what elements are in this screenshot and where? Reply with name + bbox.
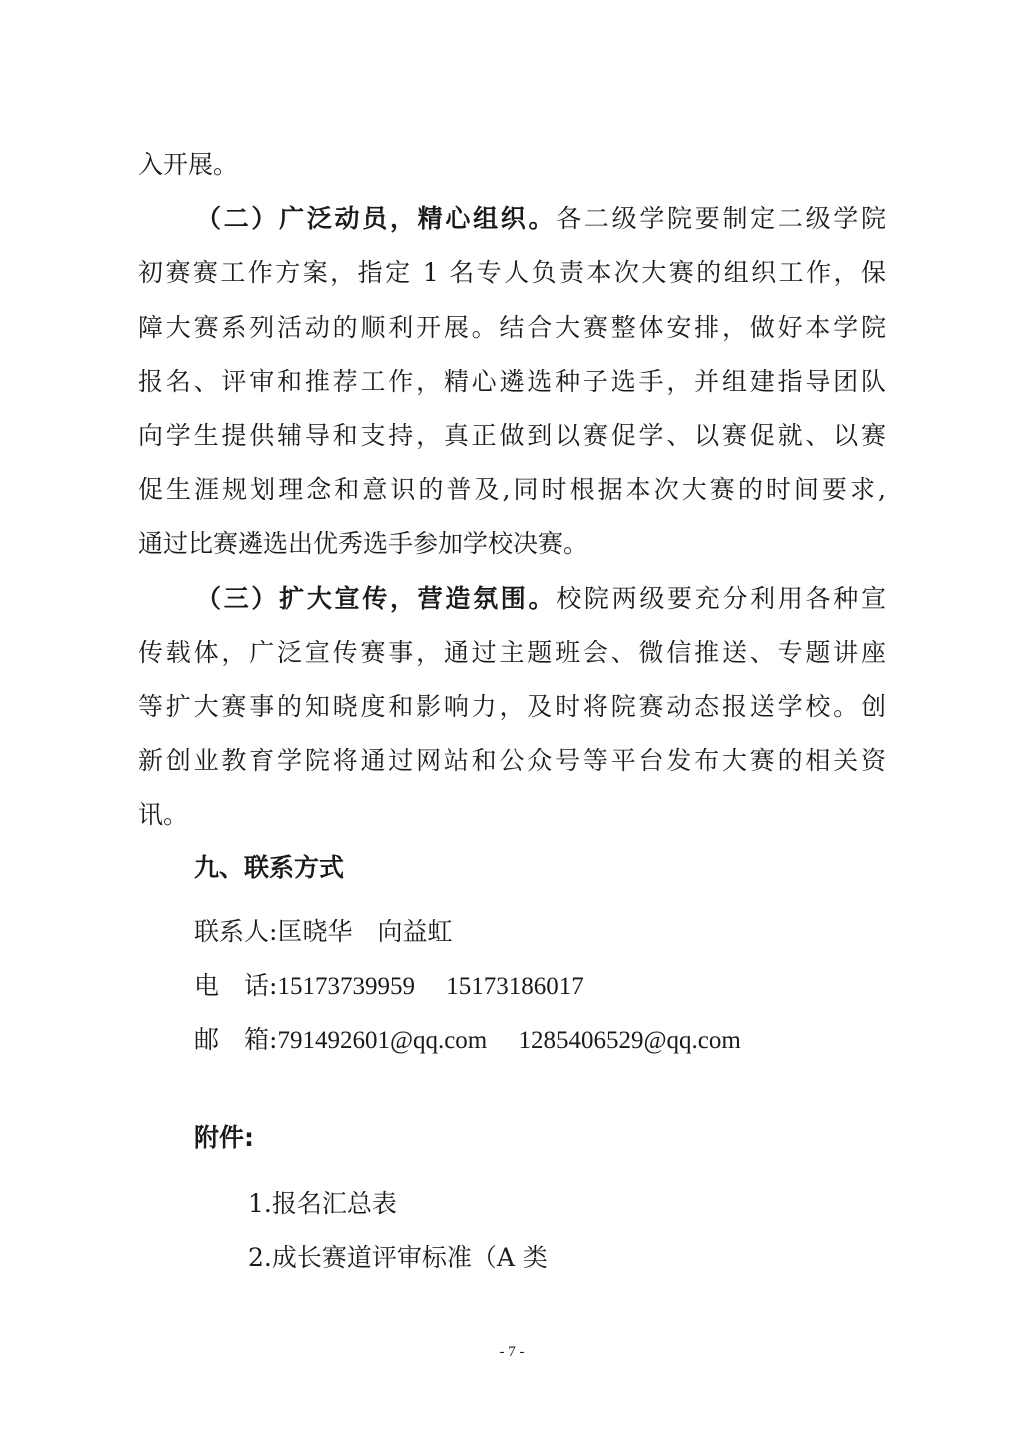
section3-line-0: 校院两级要充分利用各种宣 bbox=[556, 583, 886, 613]
document-body bbox=[138, 138, 886, 842]
section2-first-line bbox=[138, 192, 886, 246]
phone-numbers: 15173739959 15173186017 bbox=[277, 973, 584, 1000]
section3-line-3: 新创业教育学院将通过网站和公众号等平台发布大赛的相关资 bbox=[138, 746, 886, 776]
section2-line-6: 通过比赛遴选出优秀选手参加学校决赛。 bbox=[138, 529, 589, 559]
section3-first-line bbox=[138, 572, 886, 626]
section2-line-5: 促生涯规划理念和意识的普及,同时根据本次大赛的时间要求, bbox=[138, 475, 886, 505]
attachment-item-2: 2.成长赛道评审标准（A 类 bbox=[248, 1243, 548, 1272]
email-row bbox=[194, 1020, 741, 1056]
email-label: 邮 箱: bbox=[194, 1025, 278, 1054]
contact-person-label: 联系人: bbox=[194, 917, 278, 946]
attachment-item-1: 1.报名汇总表 bbox=[248, 1189, 397, 1218]
section2-line-1: 初赛赛工作方案，指定 1 名专人负责本次大赛的组织工作，保 bbox=[138, 258, 886, 288]
section2-line-2: 障大赛系列活动的顺利开展。结合大赛整体安排，做好本学院 bbox=[138, 312, 886, 342]
page-number: - 7 - bbox=[499, 1344, 525, 1360]
attachments-title: 附件: bbox=[194, 1123, 254, 1152]
section2-heading: （二）广泛动员，精心组织。 bbox=[196, 204, 557, 234]
section3-line-2: 等扩大赛事的知晓度和影响力，及时将院赛动态报送学校。创 bbox=[138, 691, 886, 721]
section3-line-4: 讯。 bbox=[138, 800, 189, 830]
section9-heading: 九、联系方式 bbox=[194, 853, 345, 882]
contact-persons: 匡晓华 向益虹 bbox=[277, 917, 453, 946]
section2-line-3: 报名、评审和推荐工作，精心遴选种子选手，并组建指导团队 bbox=[138, 366, 886, 396]
section2-line-4: 向学生提供辅导和支持，真正做到以赛促学、以赛促就、以赛 bbox=[138, 420, 886, 450]
contact-person-row bbox=[194, 912, 452, 948]
section3-line-1: 传载体，广泛宣传赛事，通过主题班会、微信推送、专题讲座 bbox=[138, 637, 886, 667]
paragraph-continuation: 入开展。 bbox=[138, 150, 239, 179]
email-addresses: 791492601@qq.com 1285406529@qq.com bbox=[277, 1027, 741, 1054]
phone-label: 电 话: bbox=[194, 971, 278, 1000]
phone-row bbox=[194, 966, 584, 1002]
section2-line-0: 各二级学院要制定二级学院 bbox=[556, 204, 886, 234]
section3-heading: （三）扩大宣传，营造氛围。 bbox=[196, 583, 557, 613]
